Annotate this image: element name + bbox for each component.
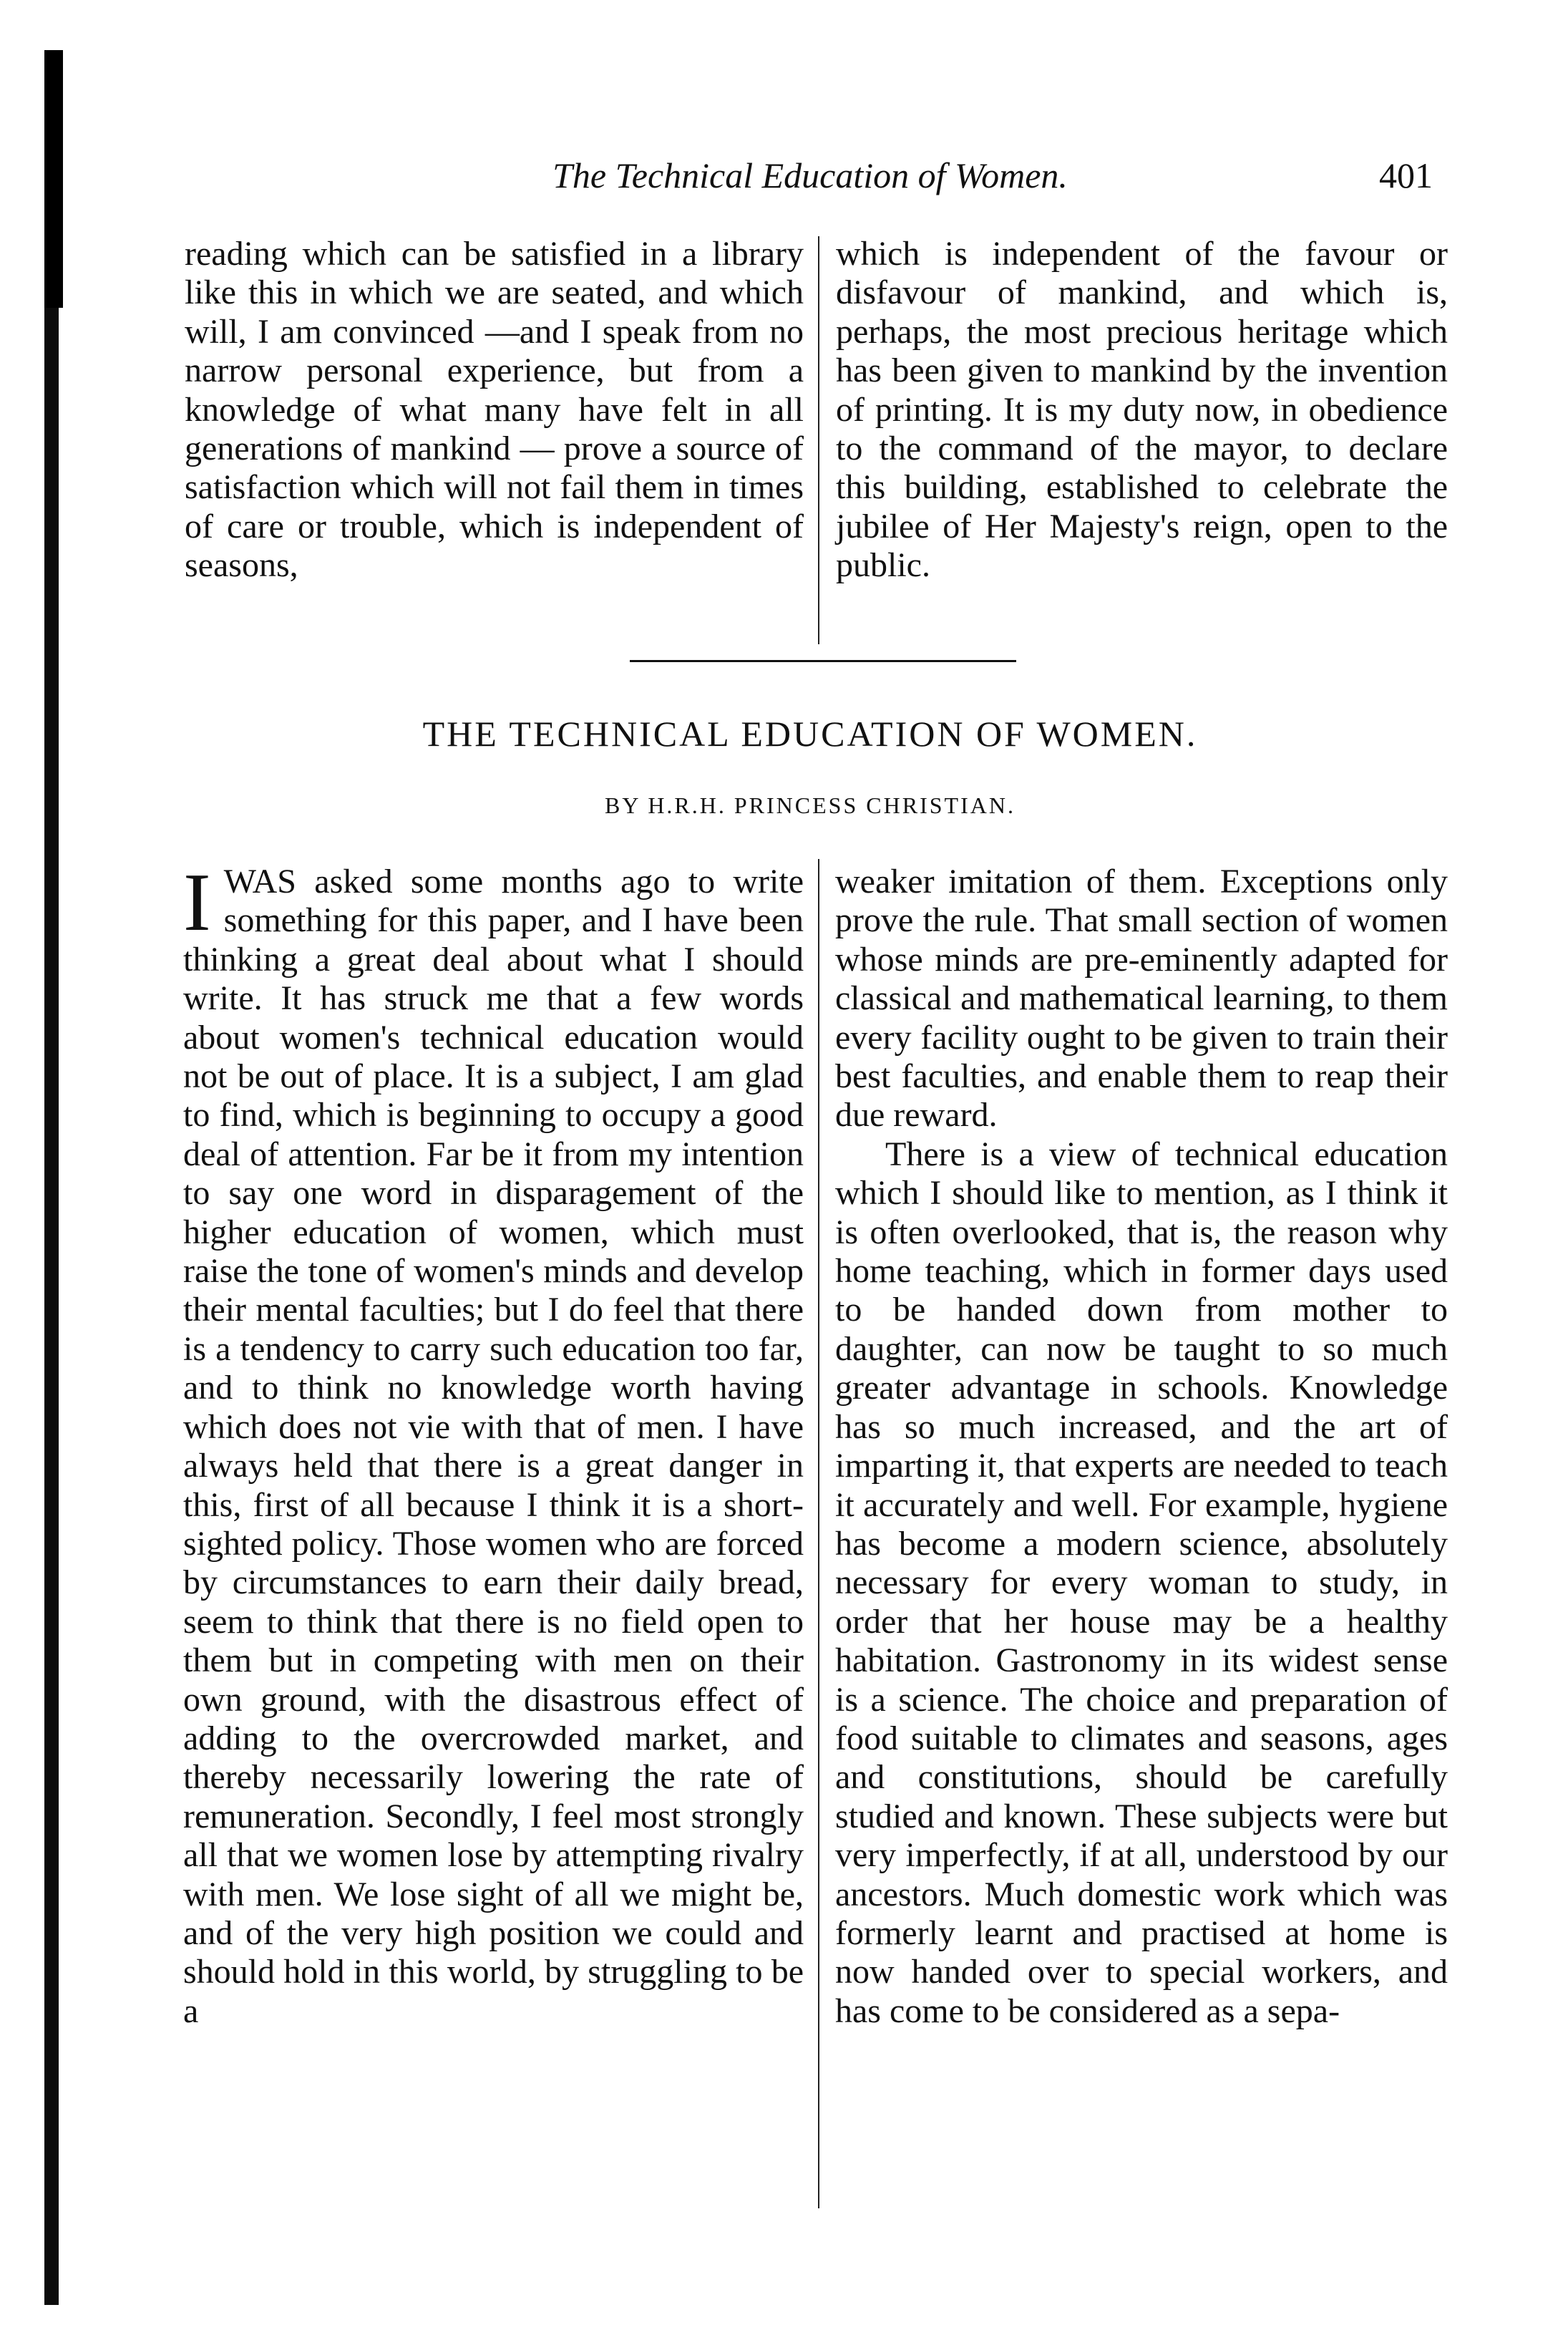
article-left-text: WAS asked some months ago to write something for this paper, and I have been thinking a great deal about what I should write. It has struck me that a few words about women's technical education would not be out of place. It is a subject, I am glad to find, which is beginning to occupy a good deal of attention. Far be it from my intention to say one word in disparagement of the higher education of women, which must raise the tone of women's minds and develop their mental faculties; but I do feel that there is a tendency to carry such education too far, and to think no knowledge worth having which does not vie with that of men. I have always held that there is a great danger in this, first of all because I think it is a short-sighted policy. Those women who are forced by circumstances to earn their daily bread, seem to think that there is no field open to them but in competing with men on their own ground, with the disastrous effect of adding to the overcrowded market, and thereby necessarily lowering the rate of remuneration. Secondly, I feel most strongly all that we women lose by attempting rivalry with men. We lose sight of all we might be, and of the very high position we could and should hold in this world, by struggling to be a (183, 863, 804, 2030)
section-divider (630, 660, 1016, 662)
article-right-column (835, 863, 1448, 2031)
page-number: 401 (1379, 155, 1433, 195)
article-left-column (183, 857, 804, 2031)
article-paragraph-2: There is a view of technical education which I should like to mention, as I think it is often overlooked, that is, the reason why home teaching, which in former days used to be handed down from mother to daughter, can now be taught to so much greater advantage in schools. Knowledge has so much increased, and the art of imparting it, that experts are needed to teach it accurately and well. For example, hygiene has become a modern science, absolutely necessary for every woman to study, in order that her house may be a healthy habitation. Gastronomy in its widest sense is a science. The choice and preparation of food suitable to climates and seasons, ages and constitutions, should be carefully studied and known. These subjects were but very imperfectly, if at all, understood by our ancestors. Much domestic work which was formerly learnt and practised at home is now handed over to special workers, and has come to be considered as a sepa- (835, 1135, 1448, 2030)
article-byline: BY H.R.H. PRINCESS CHRISTIAN. (605, 792, 1016, 818)
column-divider-main (818, 859, 819, 2208)
running-title: The Technical Education of Women. (552, 155, 1068, 195)
preceding-right-column (836, 235, 1448, 586)
article-paragraph-1: weaker imitation of them. Exceptions only prove the rule. That small section of women whose minds are pre-eminently adapted for classical and mathematical learning, to them every facility ought to be given to train their best faculties, and enable them to reap their due reward. (835, 863, 1448, 1135)
preceding-left-column (185, 235, 804, 586)
preceding-right-text: which is independent of the favour or disfavour of mankind, and which is, perhaps, the most precious heritage which has been given to mankind by the invention of printing. It is my duty now, in obedience to the command of the mayor, to declare this building, established to celebrate the jubilee of Her Majesty's reign, open to the public. (836, 235, 1448, 585)
page-binding-edge-dark (44, 50, 63, 308)
running-head (188, 150, 1433, 200)
column-divider-top (818, 236, 819, 644)
preceding-left-text: reading which can be satisfied in a library like this in which we are seated, and which will, I am convinced —and I speak from no narrow personal experience, but from a knowledge of what many have felt in all generations of mankind — prove a source of satisfaction which will not fail them in times of care or trouble, which is independent of seasons, (185, 235, 804, 585)
page-binding-edge (44, 50, 59, 2305)
article-title: THE TECHNICAL EDUCATION OF WOMEN. (422, 714, 1198, 754)
drop-cap: I (183, 857, 211, 948)
